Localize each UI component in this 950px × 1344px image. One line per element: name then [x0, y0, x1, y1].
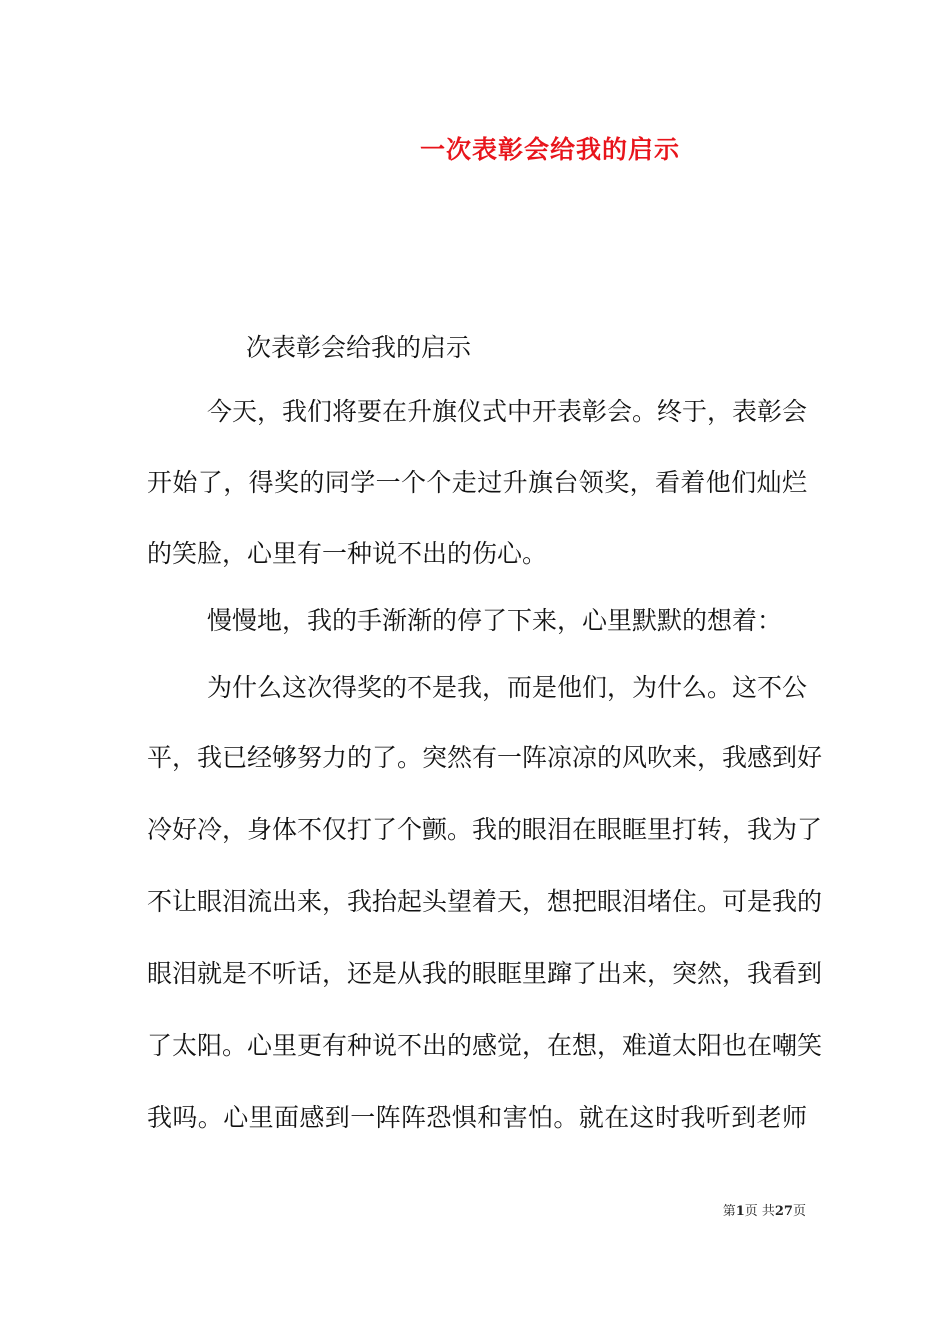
body-line: 我吗。心里面感到一阵阵恐惧和害怕。就在这时我听到老师 [147, 1103, 807, 1132]
body-line: 今天，我们将要在升旗仪式中开表彰会。终于，表彰会 [207, 397, 808, 426]
body-line: 为什么这次得奖的不是我，而是他们，为什么。这不公 [207, 673, 808, 702]
body-line: 平，我已经够努力的了。突然有一阵凉凉的风吹来，我感到好 [147, 743, 823, 772]
body-line: 开始了，得奖的同学一个个走过升旗台领奖，看着他们灿烂 [147, 468, 807, 497]
body-line: 眼泪就是不听话，还是从我的眼眶里蹿了出来，突然，我看到 [147, 959, 823, 988]
page-footer [723, 1200, 806, 1219]
footer-prefix: 第 [722, 1204, 736, 1219]
document-title: 一次表彰会给我的启示 [419, 135, 680, 164]
footer-suffix: 页 [792, 1204, 806, 1219]
body-line: 冷好冷，身体不仅打了个颤。我的眼泪在眼眶里打转，我为了 [147, 815, 823, 844]
body-line: 慢慢地，我的手渐渐的停了下来，心里默默的想着： [207, 606, 783, 635]
body-line: 的笑脸，心里有一种说不出的伤心。 [147, 539, 548, 568]
footer-total-pages: 27 [774, 1204, 793, 1219]
footer-middle: 页 共 [744, 1204, 775, 1219]
body-line-subtitle: 次表彰会给我的启示 [246, 333, 472, 362]
footer-current-page: 1 [735, 1204, 745, 1219]
body-line: 了太阳。心里更有种说不出的感觉，在想，难道太阳也在嘲笑 [147, 1031, 823, 1060]
body-line: 不让眼泪流出来，我抬起头望着天，想把眼泪堵住。可是我的 [147, 887, 823, 916]
